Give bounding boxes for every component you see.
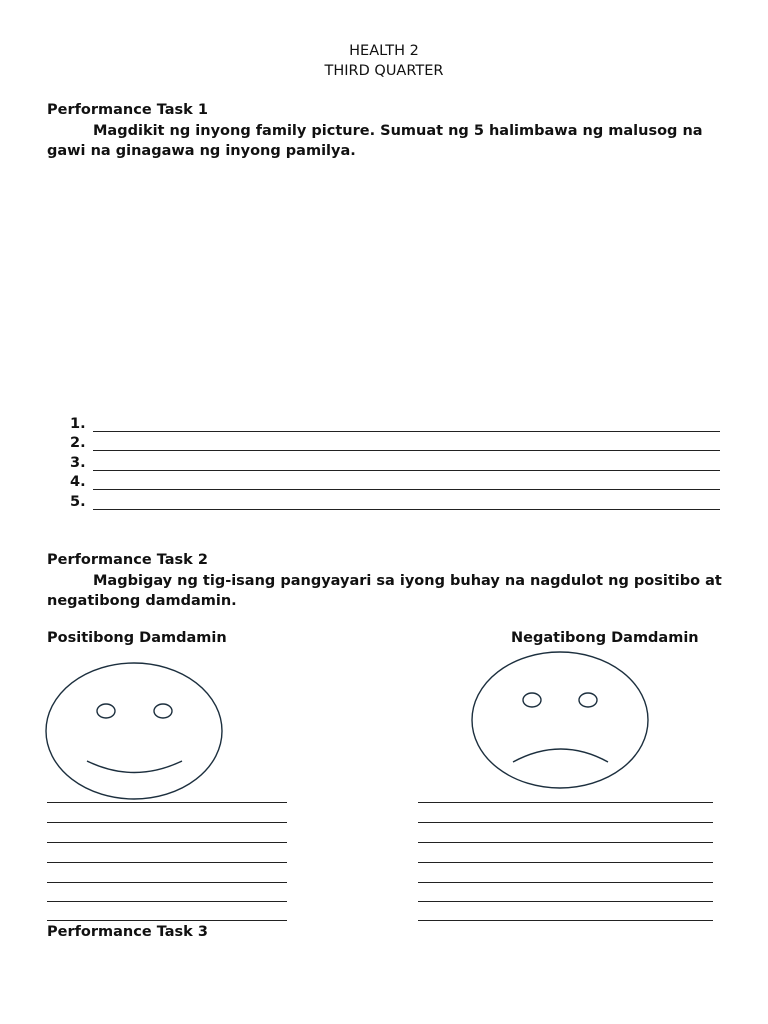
list-item-number: 1. (70, 416, 86, 432)
task1-heading: Performance Task 1 (47, 102, 208, 118)
answer-line[interactable] (47, 882, 287, 883)
answer-line[interactable] (93, 470, 720, 471)
list-item-number: 5. (70, 494, 86, 510)
answer-line[interactable] (418, 920, 713, 921)
answer-line[interactable] (418, 842, 713, 843)
answer-line[interactable] (418, 822, 713, 823)
task1-instructions-text: Magdikit ng inyong family picture. Sumuat ng 5 halimbawa ng malusog na gawi na ginagawa ng inyong pamilya. (47, 123, 703, 159)
answer-line[interactable] (418, 802, 713, 803)
answer-line[interactable] (93, 489, 720, 490)
answer-line[interactable] (418, 862, 713, 863)
answer-line[interactable] (418, 901, 713, 902)
task1-instructions (47, 121, 727, 161)
task2-instructions (47, 571, 727, 611)
answer-line[interactable] (418, 882, 713, 883)
answer-line[interactable] (47, 920, 287, 921)
list-item-number: 2. (70, 435, 86, 451)
answer-line[interactable] (93, 450, 720, 451)
list-item (70, 493, 92, 513)
answer-line[interactable] (47, 802, 287, 803)
list-item (70, 473, 92, 493)
answer-line[interactable] (93, 431, 720, 432)
smiley-face-icon (44, 660, 226, 802)
task2-instructions-text: Magbigay ng tig-isang pangyayari sa iyong buhay na nagdulot ng positibo at negatibong damdamin. (47, 573, 722, 609)
list-item (70, 434, 92, 454)
answer-line[interactable] (93, 509, 720, 510)
answer-line[interactable] (47, 822, 287, 823)
answer-line[interactable] (47, 842, 287, 843)
worksheet-title: HEALTH 2 (349, 43, 419, 59)
task3-heading: Performance Task 3 (47, 924, 208, 940)
list-item (70, 415, 92, 435)
positive-feeling-label: Positibong Damdamin (47, 630, 227, 646)
list-item-number: 4. (70, 474, 86, 490)
sad-face-icon (469, 650, 651, 792)
task2-heading: Performance Task 2 (47, 552, 208, 568)
list-item-number: 3. (70, 455, 86, 471)
list-item (70, 454, 92, 474)
worksheet-subtitle: THIRD QUARTER (324, 63, 444, 79)
negative-feeling-label: Negatibong Damdamin (511, 630, 699, 646)
answer-line[interactable] (47, 862, 287, 863)
answer-line[interactable] (47, 901, 287, 902)
